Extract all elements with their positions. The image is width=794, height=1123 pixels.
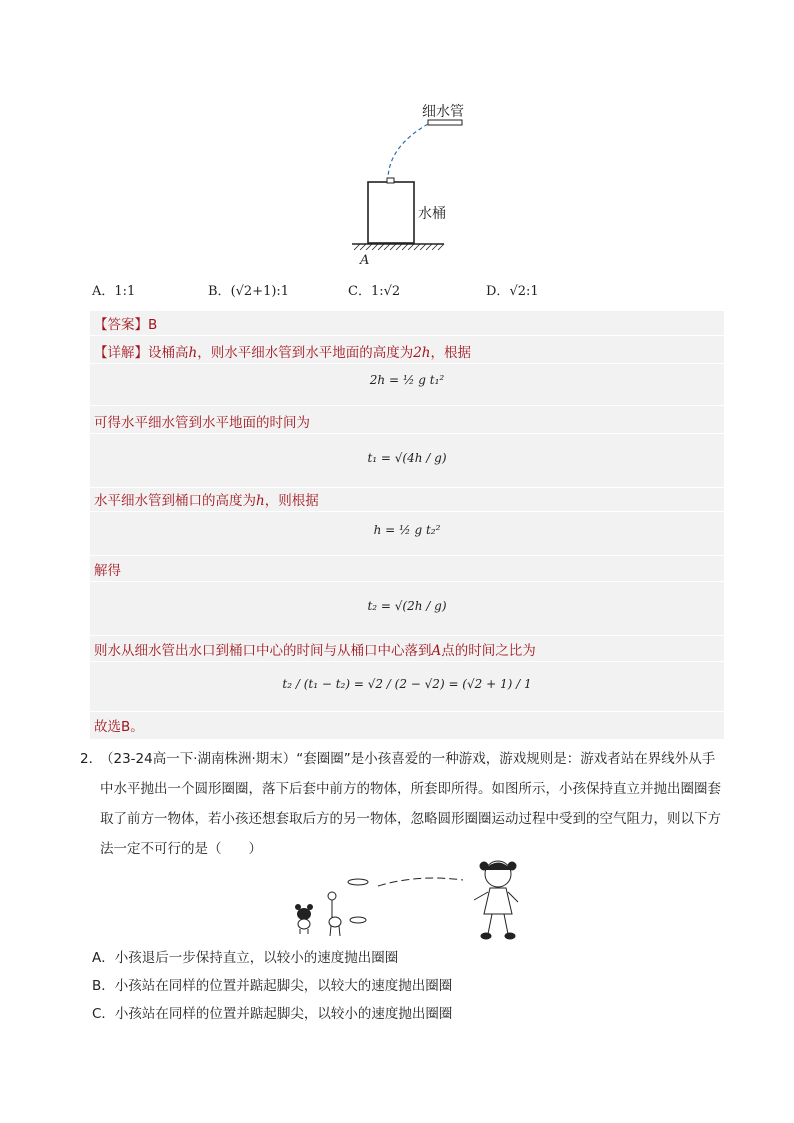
detail-text-1: 设桶高: [148, 345, 189, 361]
detail-text-2: ，则水平细水管到水平地面的高度为: [197, 345, 414, 361]
detail-tag: 【详解】: [94, 345, 148, 361]
point-a-label: A: [360, 253, 370, 268]
question-2: [80, 744, 726, 864]
ground-hatch: [354, 244, 444, 250]
equation-1: 2h = ½ g t₁²: [369, 373, 445, 387]
option-b: [208, 280, 289, 299]
bucket-figure: [340, 92, 480, 272]
option-b-prefix: B．: [208, 284, 231, 299]
bucket-label: 水桶: [418, 206, 446, 222]
option-d-prefix: D．: [486, 284, 510, 299]
row-separator: [90, 581, 724, 582]
line-5-a: 则水从细水管出水口到桶口中心的时间与从桶口中心落到: [94, 643, 432, 659]
line-3: [94, 489, 319, 509]
row-separator: [90, 433, 724, 434]
giraffe-icon: [328, 892, 341, 936]
ring-on-ground: [350, 917, 366, 923]
line-3-var: h: [256, 493, 265, 509]
row-separator: [90, 335, 724, 336]
bucket-rect: [368, 182, 414, 243]
line-5-b: 点的时间之比为: [441, 643, 536, 659]
detail-line: [94, 341, 471, 361]
option-c-prefix: C．: [348, 284, 371, 299]
tube-label: 细水管: [422, 104, 464, 120]
equation-5: t₂ / (t₁ − t₂) = √2 / (2 − √2) = (√2 + 1) / 1: [282, 677, 532, 691]
row-separator: [90, 405, 724, 406]
question-2-choice-c: C．小孩站在同样的位置并踮起脚尖，以较小的速度抛出圈圈: [92, 1006, 453, 1022]
question-2-number: 2．: [80, 751, 103, 767]
row-separator: [90, 487, 724, 488]
row-separator: [90, 711, 724, 712]
line-5-var: A: [431, 643, 442, 659]
option-c-expr: 1:√2: [370, 284, 401, 299]
detail-var-2h: 2h: [413, 345, 431, 361]
row-separator: [90, 635, 724, 636]
conclusion-line: 故选B。: [94, 719, 144, 735]
line-5: [94, 639, 536, 659]
question-2-choice-a: A．小孩退后一步保持直立，以较小的速度抛出圈圈: [92, 950, 399, 966]
detail-text-3: ，根据: [430, 345, 471, 361]
answer-line: 【答案】B: [94, 317, 158, 333]
question-2-text: （23-24高一下·湖南株洲·期末）“套圈圈”是小孩喜爱的一种游戏，游戏规则是：游戏者站在界线外从手中水平抛出一个圆形圈圈，落下后套中前方的物体，所套即所得。如图所示，小孩保持直立并抛出圈圈套取了前方一物体，若小孩还想套取后方的另一物体，忽略圆形圈圈运动过程中受到的空气阻力，则以下方法一定不可行的是（ ）: [100, 751, 721, 857]
equation-3: h = ½ g t₂²: [373, 523, 441, 537]
option-c: [348, 280, 400, 299]
option-a: A．1:1: [92, 284, 136, 299]
ring-path: [378, 878, 463, 886]
option-d: [486, 280, 539, 299]
equation-2: t₁ = √(4h / g): [367, 451, 447, 465]
girl-icon: [474, 861, 518, 939]
toy-animal-icon: [295, 904, 313, 934]
row-separator: [90, 661, 724, 662]
tube-rect: [428, 120, 462, 125]
line-2: 可得水平细水管到水平地面的时间为: [94, 415, 310, 431]
bucket-mouth: [387, 178, 394, 183]
row-separator: [90, 363, 724, 364]
ring-in-air: [348, 879, 368, 885]
option-d-expr: √2:1: [509, 284, 539, 299]
detail-var-h: h: [188, 345, 198, 361]
row-separator: [90, 511, 724, 512]
line-4: 解得: [94, 563, 121, 579]
equation-4: t₂ = √(2h / g): [367, 599, 447, 613]
line-3-a: 水平细水管到桶口的高度为: [94, 493, 256, 509]
ring-toss-figure: [288, 852, 528, 942]
question-2-choice-b: B．小孩站在同样的位置并踮起脚尖，以较大的速度抛出圈圈: [92, 978, 453, 994]
question1-options: [92, 280, 732, 302]
line-3-b: ，则根据: [264, 493, 319, 509]
option-b-expr: (√2+1):1: [230, 284, 290, 299]
solution-block: [90, 311, 724, 739]
row-separator: [90, 555, 724, 556]
